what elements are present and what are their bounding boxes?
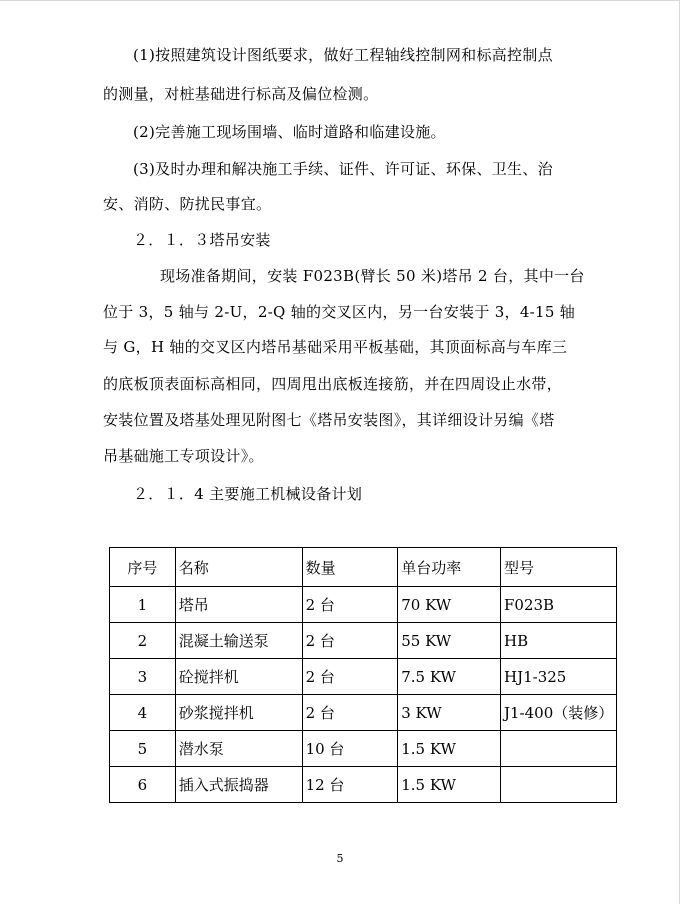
header-cell: 型号 (501, 548, 617, 587)
header-cell: 单台功率 (398, 548, 501, 587)
paragraph-line: 的底板顶表面标高相同，四周甩出底板连接筋，并在四周设止水带， (103, 375, 563, 393)
paragraph-line: (3)及时办理和解决施工手续、证件、许可证、环保、卫生、治 (133, 160, 553, 178)
table-cell: HJ1-325 (501, 659, 617, 695)
paragraph-line: 安装位置及塔基处理见附图七《塔吊安装图》，其详细设计另编《塔 (103, 411, 555, 429)
table-row (110, 623, 617, 659)
paragraph-line: 与 G，H 轴的交叉区内塔吊基础采用平板基础，其顶面标高与车库三 (103, 338, 568, 356)
table-cell: 塔吊 (175, 587, 302, 623)
table-cell: 1.5 KW (398, 731, 501, 767)
table-cell: 3 KW (398, 695, 501, 731)
table-cell: 6 (110, 767, 176, 803)
equipment-table (109, 547, 617, 803)
table-cell: F023B (501, 587, 617, 623)
table-row (110, 587, 617, 623)
table-cell: 插入式振捣器 (175, 767, 302, 803)
table-cell: 5 (110, 731, 176, 767)
table-cell: 7.5 KW (398, 659, 501, 695)
paragraph-line: (2)完善施工现场围墙、临时道路和临建设施。 (133, 123, 446, 141)
table-cell: 2 台 (302, 623, 398, 659)
paragraph-line: (1)按照建筑设计图纸要求，做好工程轴线控制网和标高控制点 (133, 46, 553, 64)
table-cell: 潜水泵 (175, 731, 302, 767)
section-heading: ２．１．4 主要施工机械设备计划 (133, 485, 363, 503)
section-heading: ２．１．３塔吊安装 (133, 231, 271, 249)
paragraph-line: 位于 3，5 轴与 2-U，2-Q 轴的交叉区内，另一台安装于 3，4-15 轴 (103, 303, 576, 321)
table-cell: 1.5 KW (398, 767, 501, 803)
table-cell: J1-400（装修） (501, 695, 617, 731)
table-cell: 砼搅拌机 (175, 659, 302, 695)
table-cell: 3 (110, 659, 176, 695)
header-cell: 数量 (302, 548, 398, 587)
header-cell: 序号 (110, 548, 176, 587)
table-cell: 12 台 (302, 767, 398, 803)
paragraph-line: 现场准备期间，安装 F023B(臂长 50 米)塔吊 2 台，其中一台 (160, 267, 585, 285)
table-cell: 2 台 (302, 587, 398, 623)
paragraph-line: 的测量，对桩基础进行标高及偏位检测。 (103, 85, 379, 103)
table-cell: 2 (110, 623, 176, 659)
table-cell: HB (501, 623, 617, 659)
table-row (110, 731, 617, 767)
table-cell: 2 台 (302, 659, 398, 695)
table-cell: 10 台 (302, 731, 398, 767)
header-cell: 名称 (175, 548, 302, 587)
table-cell: 混凝土输送泵 (175, 623, 302, 659)
table-cell: 1 (110, 587, 176, 623)
table-cell (501, 731, 617, 767)
paragraph-line: 吊基础施工专项设计》。 (103, 447, 264, 465)
paragraph-line: 安、消防、防扰民事宜。 (103, 195, 272, 213)
table-cell (501, 767, 617, 803)
table-cell: 2 台 (302, 695, 398, 731)
table-cell: 70 KW (398, 587, 501, 623)
table-row (110, 659, 617, 695)
table-cell: 4 (110, 695, 176, 731)
table-row (110, 695, 617, 731)
table-cell: 砂浆搅拌机 (175, 695, 302, 731)
page-number: 5 (336, 852, 344, 865)
table-row (110, 767, 617, 803)
table-cell: 55 KW (398, 623, 501, 659)
table-header-row (110, 548, 617, 587)
